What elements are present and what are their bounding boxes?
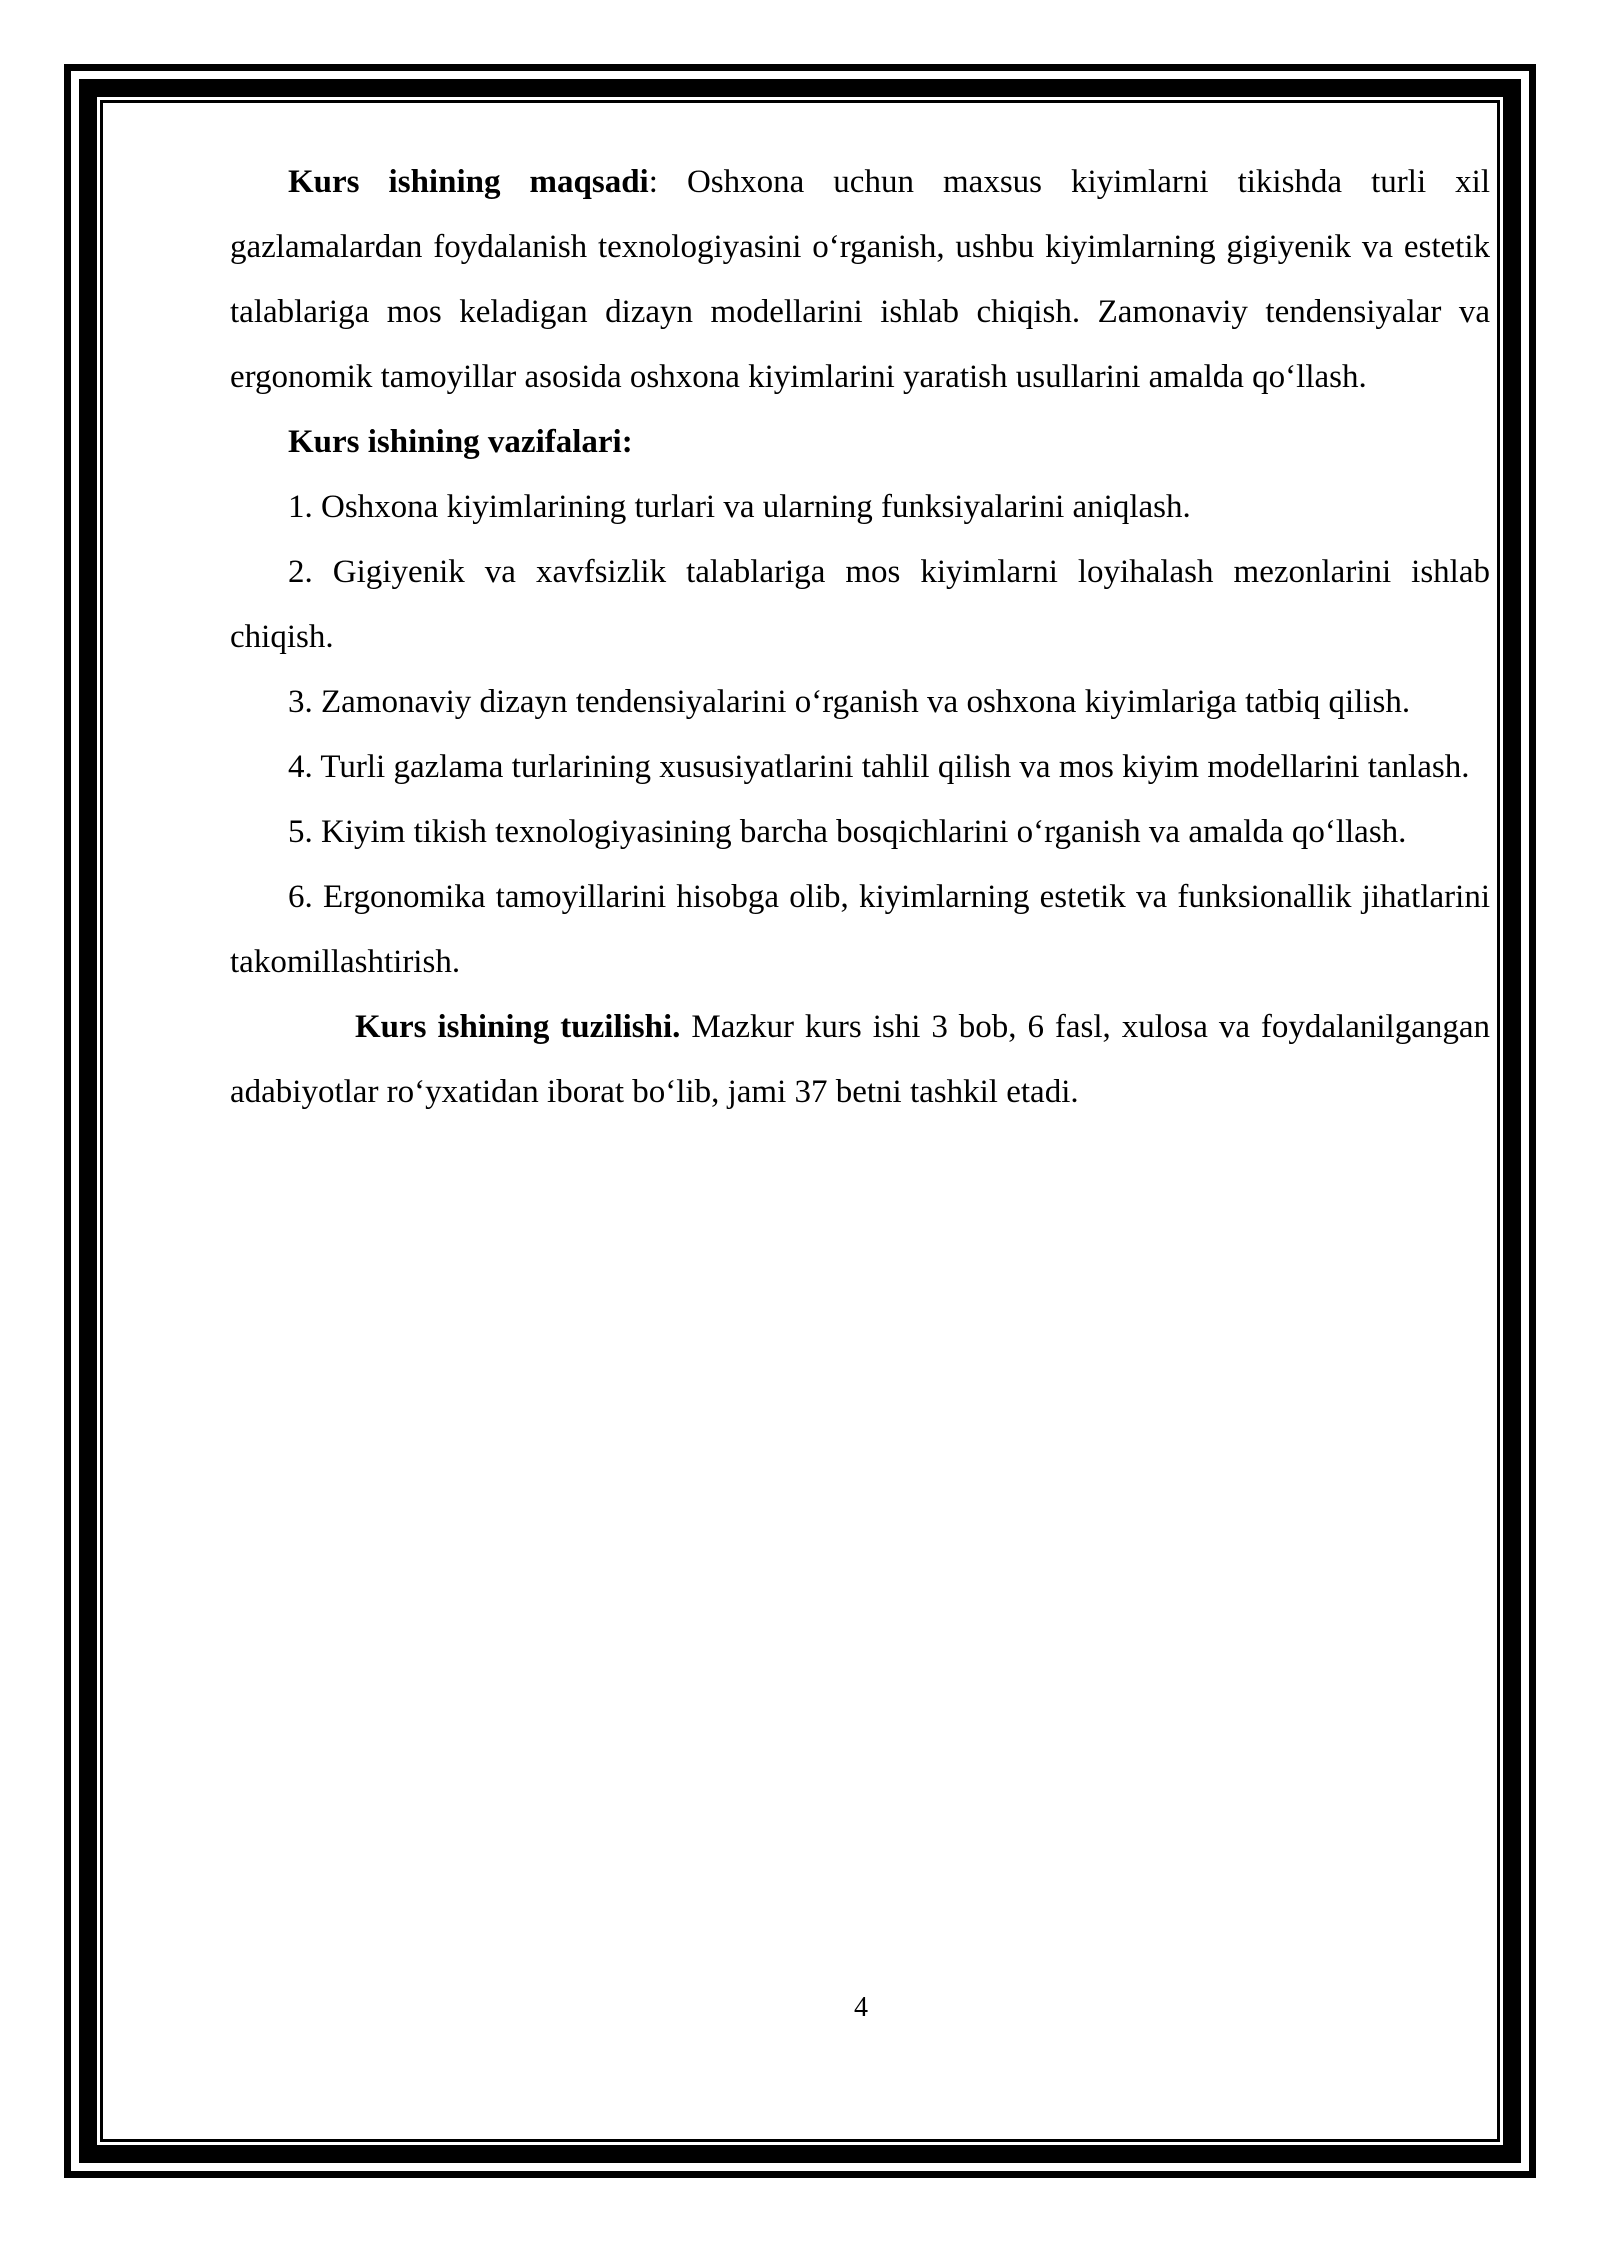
goal-text: Oshxona uchun maxsus kiyimlarni tikishda turli xil gazlamalardan foydalanish texnologiyasini o‘rganish, ushbu kiyimlarning gigiyenik va estetik talablariga mos keladigan dizayn modellarini ishlab chiqish. Zamonaviy tendensiyalar va ergonomik tamoyillar asosida oshxona kiyimlarini yaratish usullarini amalda qo‘llash. [230, 164, 1490, 395]
task-item: 3. Zamonaviy dizayn tendensiyalarini o‘rganish va oshxona kiyimlariga tatbiq qilish. [288, 684, 1411, 720]
task-item: 6. Ergonomika tamoyillarini hisobga olib, kiyimlarning estetik va funksionallik jihatlarini takomillashtirish. [230, 879, 1490, 980]
structure-heading: Kurs ishining tuzilishi. [355, 1009, 681, 1045]
structure-text: Mazkur kurs ishi 3 bob, 6 fasl, xulosa va foydalanilgangan adabiyotlar ro‘yxatidan iborat bo‘lib, jami 37 betni tashkil etadi. [230, 1009, 1491, 1110]
structure-paragraph [230, 995, 1490, 1125]
document-body [230, 150, 1490, 1125]
task-item: 2. Gigiyenik va xavfsizlik talablariga mos kiyimlarni loyihalash mezonlarini ishlab chiqish. [230, 554, 1490, 655]
goal-paragraph [230, 150, 1490, 410]
goal-separator: : [648, 164, 658, 200]
task-item: 5. Kiyim tikish texnologiyasining barcha bosqichlarini o‘rganish va amalda qo‘llash. [288, 814, 1407, 850]
task-item: 4. Turli gazlama turlarining xususiyatlarini tahlil qilish va mos kiyim modellarini tanlash. [288, 749, 1470, 785]
page-number: 4 [854, 1992, 868, 2023]
tasks-heading-paragraph [230, 410, 1490, 475]
task-item: 1. Oshxona kiyimlarining turlari va ularning funksiyalarini aniqlash. [288, 489, 1191, 525]
tasks-heading: Kurs ishining vazifalari: [288, 424, 633, 460]
goal-heading: Kurs ishining maqsadi [288, 164, 649, 200]
